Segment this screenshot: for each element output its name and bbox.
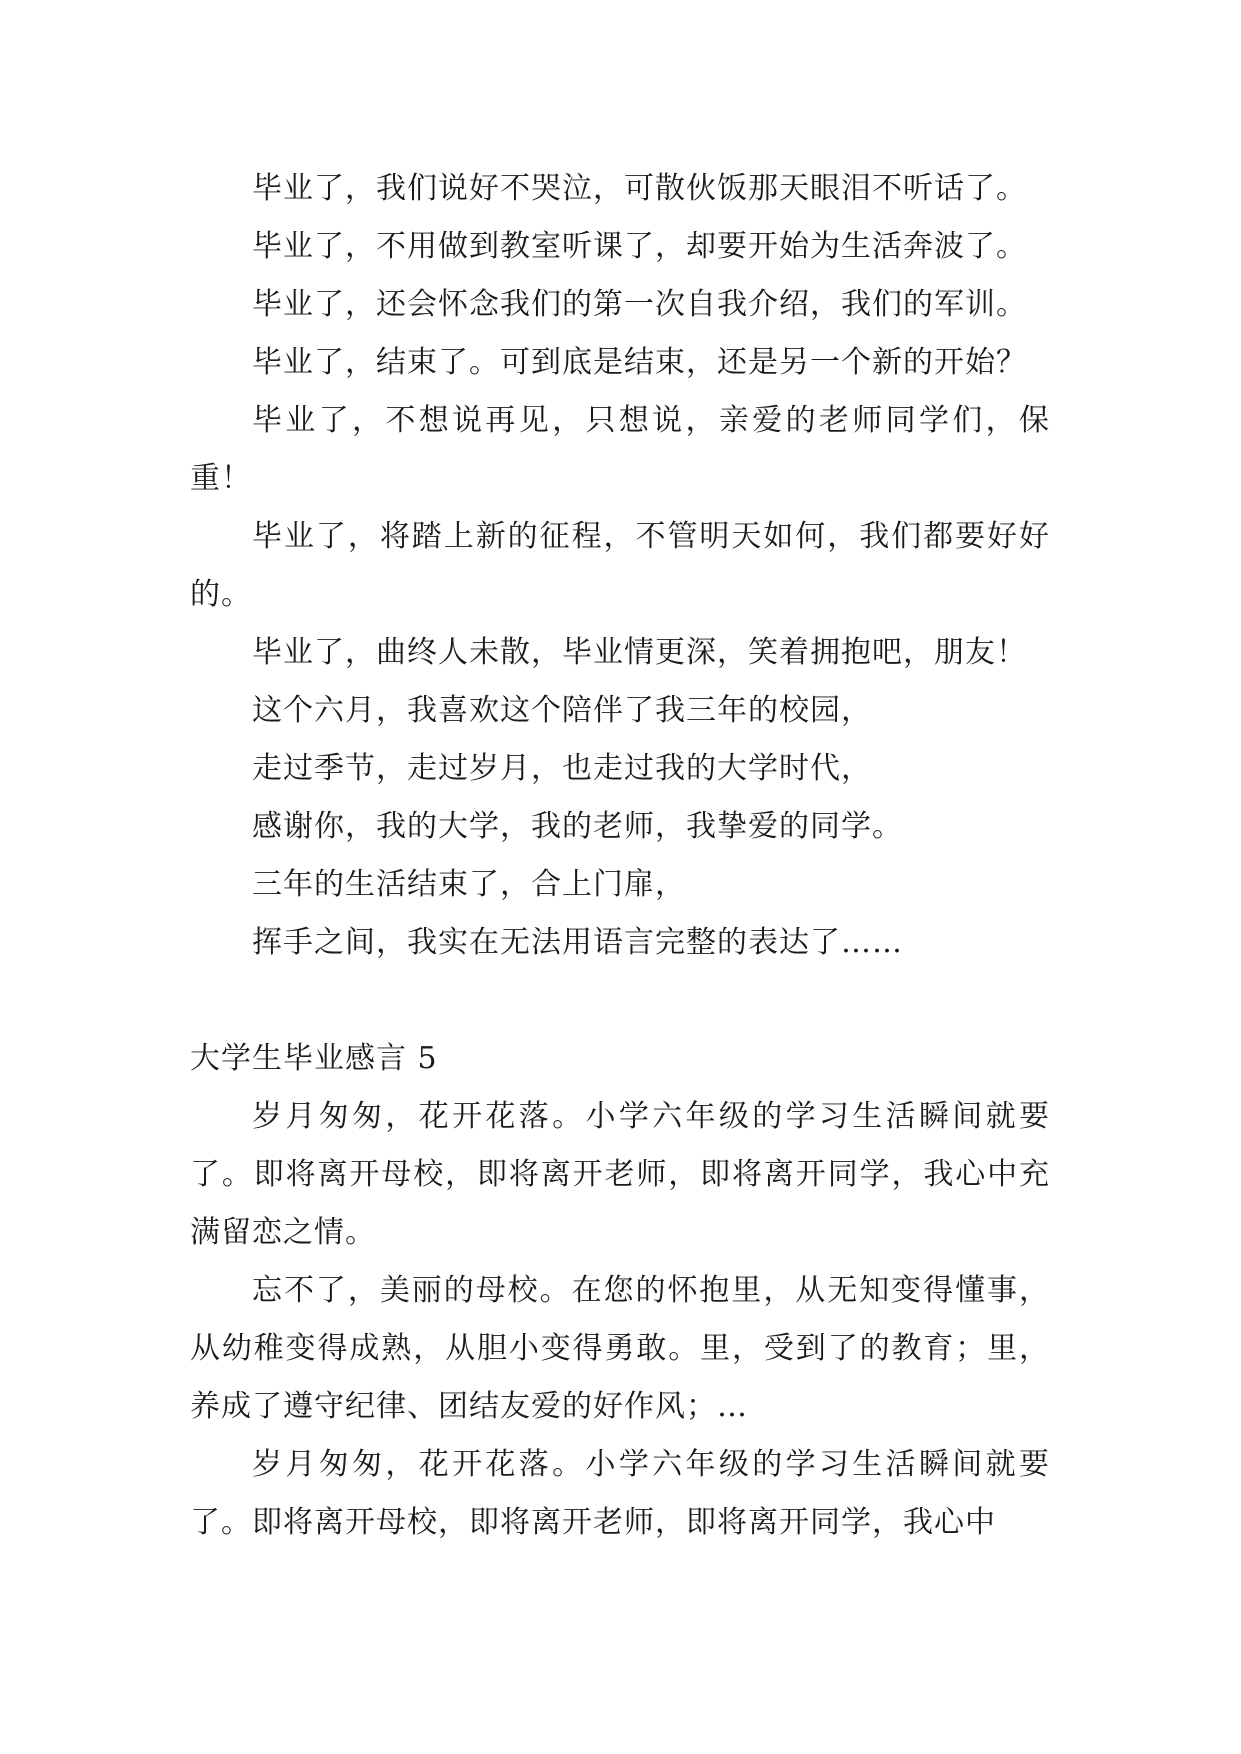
paragraph: 岁月匆匆，花开花落。小学六年级的学习生活瞬间就要了。即将离开母校，即将离开老师，即将离开同学，我心中充满留恋之情。 [190,1099,1050,1250]
section-spacer [190,972,1050,1030]
paragraph: 岁月匆匆，花开花落。小学六年级的学习生活瞬间就要了。即将离开母校，即将离开老师，即将离开同学，我心中 [190,1447,1050,1540]
poem-line: 走过季节，走过岁月，也走过我的大学时代， [252,751,872,786]
section-heading: 大学生毕业感言 5 [190,1041,438,1076]
paragraph: 毕业了，还会怀念我们的第一次自我介绍，我们的军训。 [252,287,1027,322]
poem-line: 挥手之间，我实在无法用语言完整的表达了…… [252,925,903,960]
paragraph: 毕业了，曲终人未散，毕业情更深，笑着拥抱吧，朋友！ [252,635,1027,670]
document-body [190,160,1050,1552]
poem-line: 三年的生活结束了，合上门扉， [252,867,686,902]
paragraph: 毕业了，不用做到教室听课了，却要开始为生活奔波了。 [252,229,1027,264]
poem-line: 这个六月，我喜欢这个陪伴了我三年的校园， [252,693,872,728]
paragraph: 毕业了，将踏上新的征程，不管明天如何，我们都要好好的。 [190,519,1050,612]
poem-line: 感谢你，我的大学，我的老师，我挚爱的同学。 [252,809,903,844]
paragraph: 毕业了，结束了。可到底是结束，还是另一个新的开始？ [252,345,1027,380]
paragraph: 毕业了，不想说再见，只想说，亲爱的老师同学们，保重！ [190,403,1050,496]
paragraph: 忘不了，美丽的母校。在您的怀抱里，从无知变得懂事，从幼稚变得成熟，从胆小变得勇敢。里，受到了的教育；里，养成了遵守纪律、团结友爱的好作风；… [190,1273,1050,1424]
paragraph: 毕业了，我们说好不哭泣，可散伙饭那天眼泪不听话了。 [252,171,1027,206]
